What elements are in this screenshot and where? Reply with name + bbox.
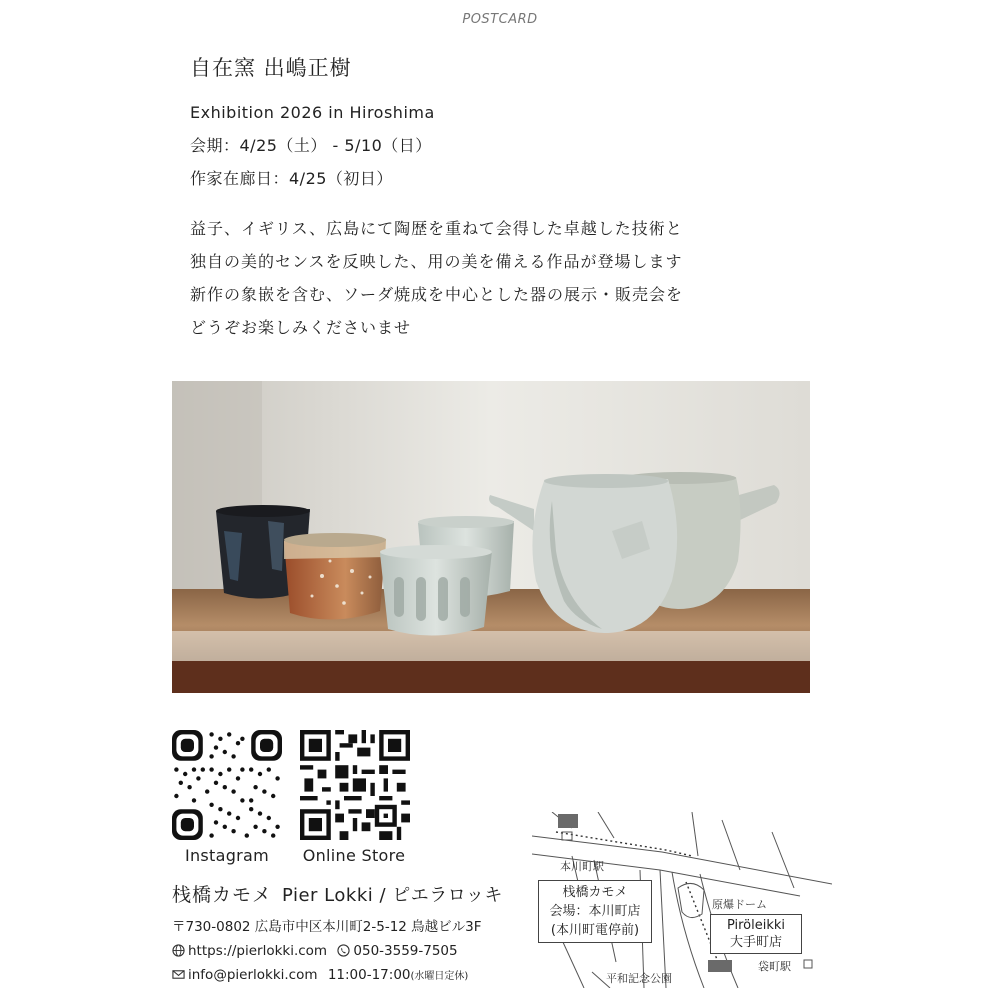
fukuromachi-station-box (804, 960, 812, 968)
postcard-label: POSTCARD (462, 12, 538, 27)
shop-name-jp: 栈橋カモメ (172, 884, 273, 906)
shop-name (172, 880, 522, 907)
globe-icon (172, 944, 185, 957)
instagram-label: Instagram (184, 846, 270, 865)
shop-name-en: Pier Lokki / ピエラロッキ (282, 885, 503, 906)
online-store-label: Online Store (302, 846, 406, 865)
map-honkawa-station: 本川町駅 (560, 860, 604, 873)
shop-address: 〒730-0802 広島市中区本川町2-5-12 鳥越ビル3F (172, 919, 482, 935)
artist-in-gallery-day: 作家在廊日：4/25（初日） (190, 169, 393, 188)
honkawa-station-marker (558, 814, 578, 828)
pottery-photo (172, 381, 810, 693)
shop-info (172, 880, 522, 987)
artist-title: 自在窯 出嶋正樹 (190, 56, 352, 80)
map-fukuromachi-station: 袋町駅 (758, 960, 791, 973)
map-dome-label: 原爆ドーム (712, 898, 767, 911)
dome-marker (678, 883, 704, 917)
email-link[interactable]: info@pierlokki.com (188, 967, 318, 983)
description-line: 独自の美的センスを反映した、用の美を備える作品が登場します (190, 252, 683, 271)
description-line: 益子、イギリス、広島にて陶歴を重ねて会得した卓越した技術と (190, 219, 683, 238)
instagram-qr-icon[interactable] (172, 730, 282, 840)
description-line: 新作の象嵌を含む、ソーダ焼成を中心とした器の展示・販売会を (190, 285, 684, 304)
online-store-qr-icon[interactable] (300, 730, 410, 840)
access-map (532, 812, 832, 988)
website-link[interactable]: https://pierlokki.com (188, 943, 328, 959)
online-store-qr-block[interactable] (300, 730, 410, 865)
rust-cup (284, 533, 386, 620)
map-peace-park: 平和記念公園 (606, 972, 672, 985)
phone-number[interactable]: 050-3559-7505 (353, 943, 458, 959)
shop-mail-hours (172, 963, 522, 987)
map-branch-line: 大手町店 (729, 935, 782, 950)
exhibition-name: Exhibition 2026 in Hiroshima (190, 103, 435, 122)
map-venue-name: 栈橋カモメ (562, 885, 628, 900)
map-branch-box (710, 914, 802, 954)
closed-day: (水曜日定休) (410, 971, 469, 982)
shop-web-phone (172, 939, 522, 963)
fukuromachi-station-marker (708, 960, 732, 972)
map-venue-line2: (本川町電停前) (550, 923, 640, 938)
exhibition-period: 会期：4/25（土） - 5/10（日） (190, 136, 432, 155)
fluted-cup (380, 545, 492, 636)
description-line: どうぞお楽しみくださいませ (190, 318, 412, 337)
map-venue-box (538, 880, 652, 943)
map-venue-line1: 会場：本川町店 (549, 904, 641, 919)
header (190, 52, 435, 195)
map-branch-name: Piröleikki (726, 918, 786, 933)
phone-icon (337, 944, 350, 957)
instagram-qr-block[interactable] (172, 730, 282, 865)
description (190, 212, 810, 344)
opening-hours: 11:00-17:00 (327, 967, 411, 983)
mail-icon (172, 968, 185, 981)
